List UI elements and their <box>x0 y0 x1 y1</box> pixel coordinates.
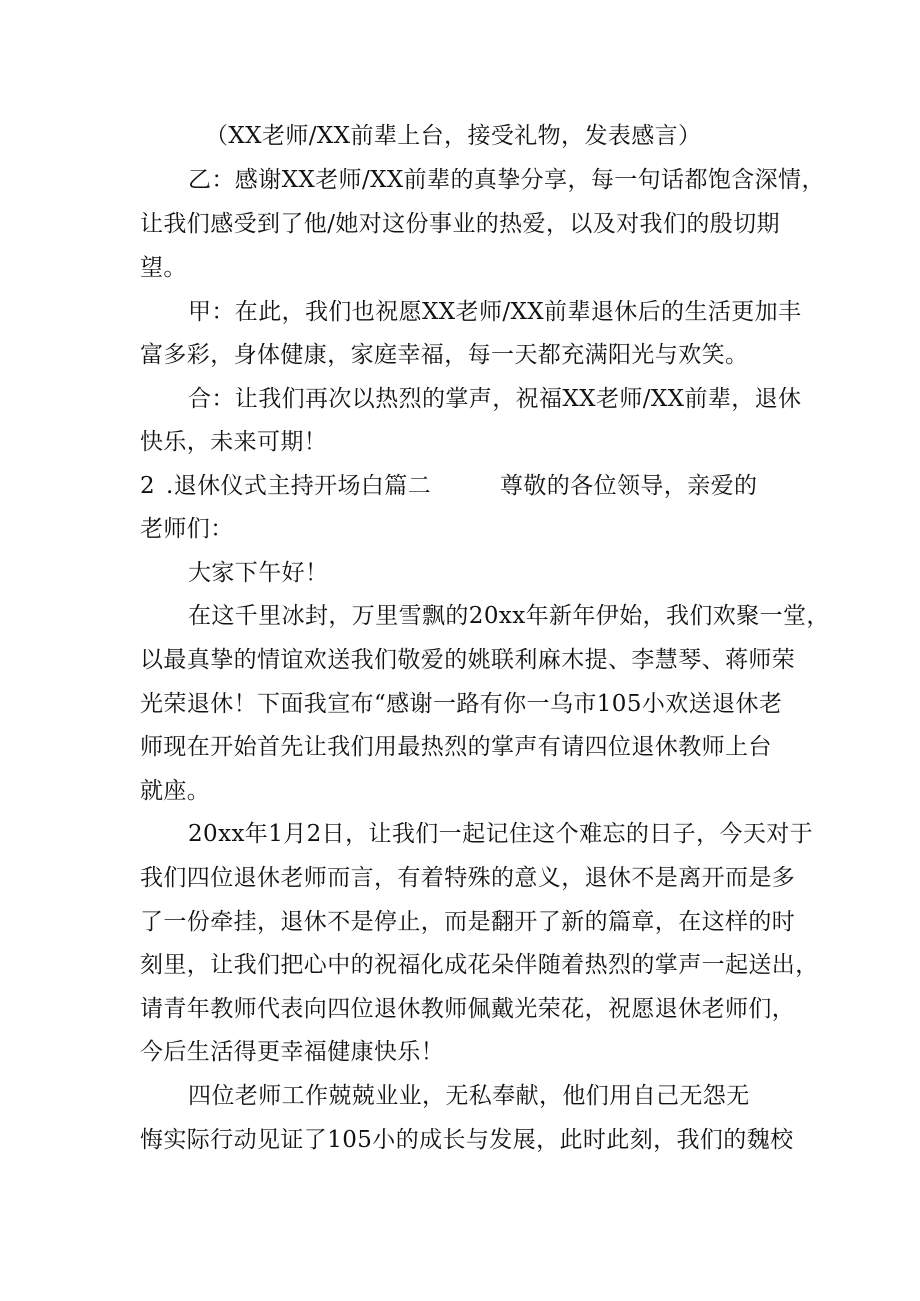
paragraph-line: 快乐，未来可期！ <box>140 429 328 455</box>
paragraph-line: 以最真挚的情谊欢送我们敬爱的姚联利麻木提、李慧琴、蒋师荣 <box>140 647 796 673</box>
section-number: 2 <box>140 473 156 499</box>
paragraph-line: 请青年教师代表向四位退休教师佩戴光荣花，祝愿退休老师们， <box>140 996 796 1022</box>
stage-direction: （XX老师/XX前辈上台，接受礼物，发表感言） <box>205 123 702 149</box>
paragraph-line: 今后生活得更幸福健康快乐！ <box>140 1039 445 1065</box>
paragraph-line: 合：让我们再次以热烈的掌声，祝福XX老师/XX前辈，退休 <box>188 386 802 412</box>
paragraph-line: 了一份牵挂，退休不是停止，而是翻开了新的篇章，在这样的时 <box>140 909 796 935</box>
paragraph-line: 望。 <box>140 255 187 281</box>
paragraph-line: 刻里，让我们把心中的祝福化成花朵伴随着热烈的掌声一起送出， <box>140 952 819 978</box>
paragraph-line: 就座。 <box>140 778 211 804</box>
paragraph-line: 大家下午好！ <box>188 560 329 586</box>
paragraph-line: 在这千里冰封，万里雪飘的20xx年新年伊始，我们欢聚一堂， <box>188 603 830 629</box>
paragraph-line: 光荣退休！下面我宣布“感谢一路有你一乌市105小欢送退休老 <box>140 691 783 717</box>
paragraph-line: 20xx年1月2日，让我们一起记住这个难忘的日子，今天对于 <box>188 821 814 847</box>
paragraph-line: 我们四位退休老师而言，有着特殊的意义，退休不是离开而是多 <box>140 865 796 891</box>
paragraph-line: 富多彩，身体健康，家庭幸福，每一天都充满阳光与欢笑。 <box>140 342 749 368</box>
greeting-start: 尊敬的各位领导，亲爱的 <box>500 473 758 499</box>
section-title: .退休仪式主持开场白篇二 <box>166 473 432 499</box>
paragraph-line: 甲：在此，我们也祝愿XX老师/XX前辈退休后的生活更加丰 <box>188 299 802 325</box>
paragraph-line: 师现在开始首先让我们用最热烈的掌声有请四位退休教师上台 <box>140 734 772 760</box>
paragraph-line: 悔实际行动见证了105小的成长与发展，此时此刻，我们的魏校 <box>140 1127 794 1153</box>
paragraph-line: 让我们感受到了他/她对这份事业的热爱，以及对我们的殷切期 <box>140 211 780 237</box>
paragraph-line: 老师们： <box>140 516 234 542</box>
paragraph-line: 四位老师工作兢兢业业，无私奉献，他们用自己无怨无 <box>188 1083 750 1109</box>
paragraph-line: 乙：感谢XX老师/XX前辈的真挚分享，每一句话都饱含深情， <box>188 167 825 193</box>
